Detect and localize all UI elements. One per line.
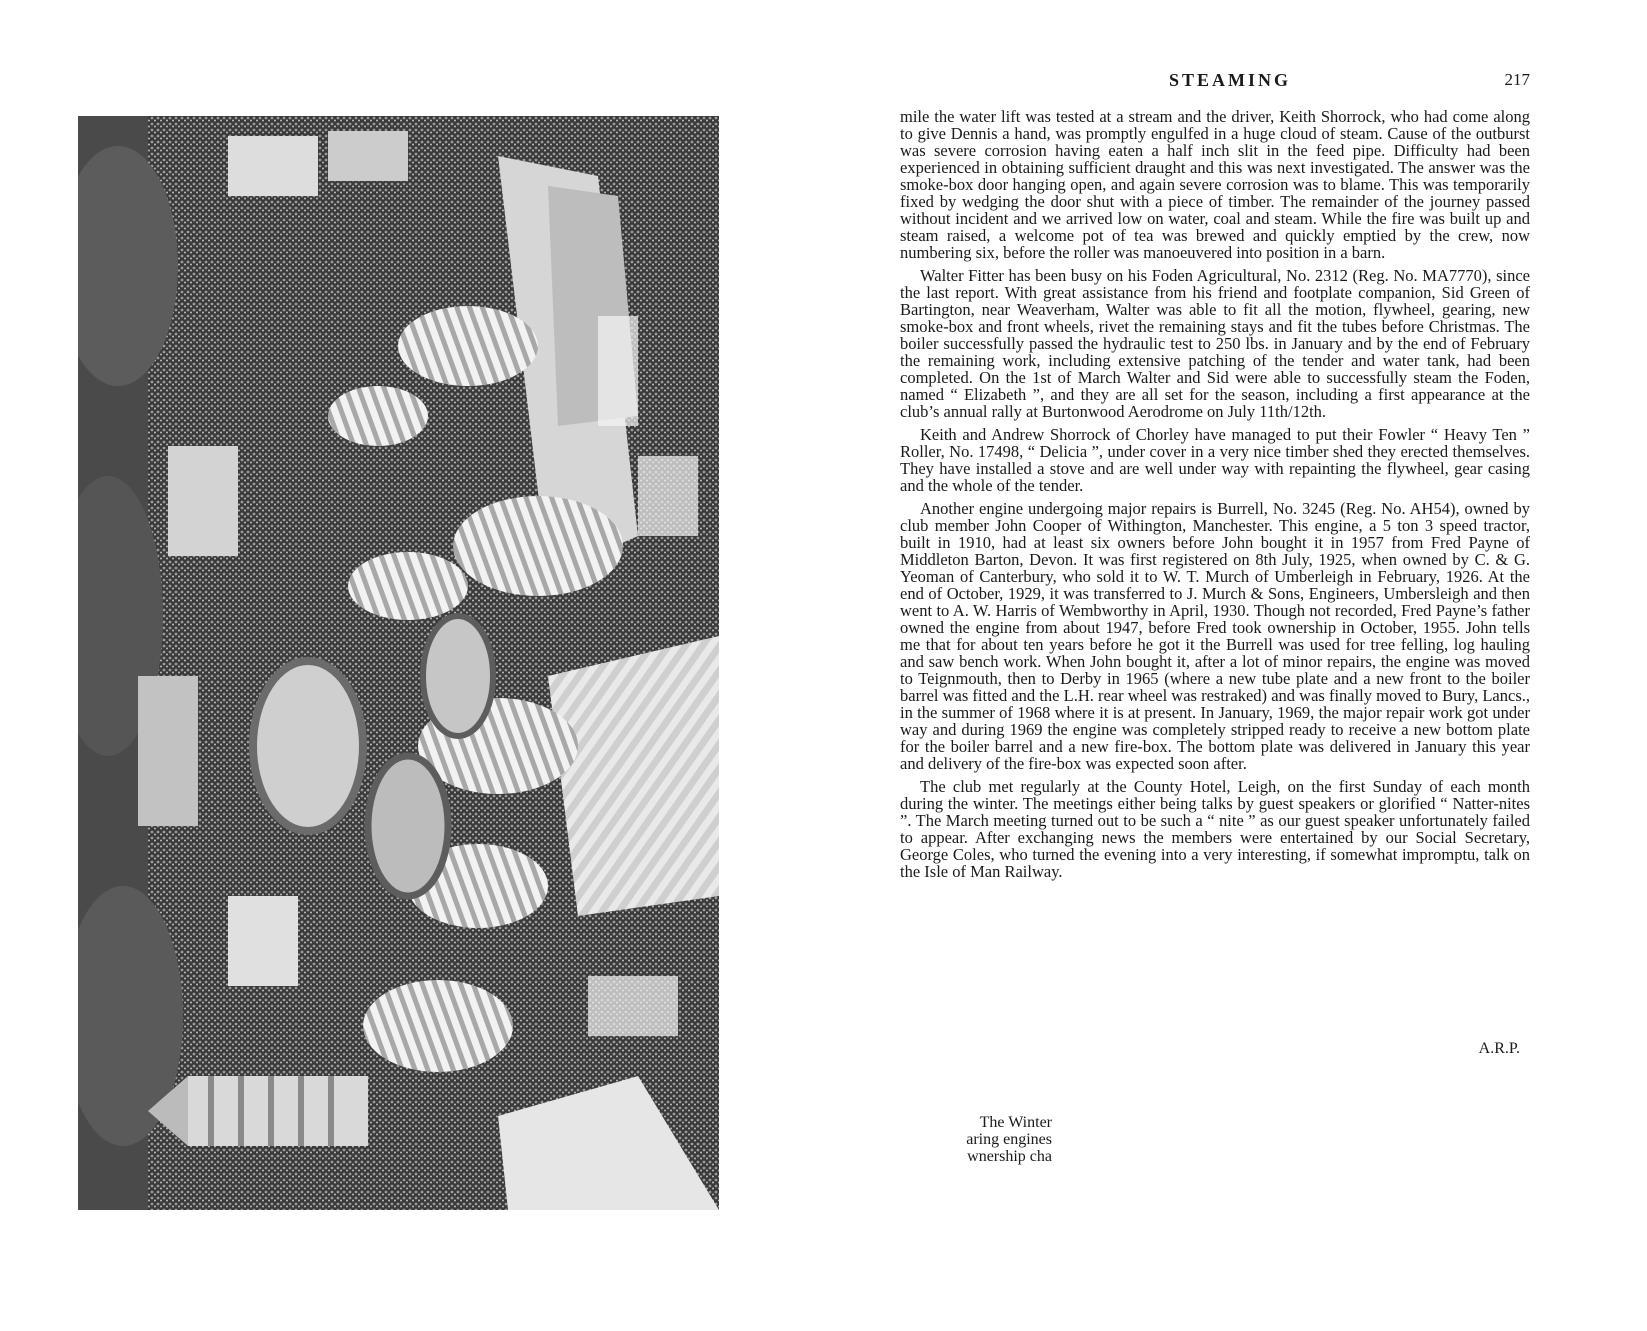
article-paragraph: Another engine undergoing major repairs is Burrell, No. 3245 (Reg. No. AH54), owned by club member John Cooper of Withington, Manchester. This engine, a 5 ton 3 speed tractor, built in 1910, had at least six owners before John bought it in 1957 from Fred Payne of Middleton Barton, Devon. It was first registered on 8th July, 1925, when owned by C. & G. Yeoman of Canterbury, who sold it to W. T. Murch of Umberleigh in February, 1926. At the end of October, 1929, it was transferred to J. Murch & Sons, Engineers, Umbersleigh and then went to A. W. Harris of Wembworthy in April, 1930. Though not recorded, Fred Payne’s father owned the engine from about 1947, before Fred took ownership in October, 1955. John tells me that for about ten years before he got it the Burrell was used for tree felling, log hauling and saw bench work. When John bought it, after a lot of minor repairs, the engine was moved to Teignmouth, then to Derby in 1965 (where a new tube plate and a new front to the boiler barrel was fitted and the L.H. rear wheel was restraked) and was finally moved to Bury, Lancs., in the summer of 1968 where it is at present. In January, 1969, the major repair work got under way and during 1969 the engine was completely stripped ready to receive a new bottom plate for the boiler barrel and a new fire-box. The bottom plate was delivered in January this year and delivery of the fire-box was expected soon after.	[900, 499, 1530, 773]
article-body	[900, 108, 1530, 886]
article-paragraph: Keith and Andrew Shorrock of Chorley have managed to put their Fowler “ Heavy Ten ” Roller, No. 17498, “ Delicia ”, under cover in a very nice timber shed they erected themselves. They have installed a stove and are well under way with repainting the flywheel, gear casing and the whole of the tender.	[900, 425, 1530, 495]
photo-caption-fragment	[912, 1114, 1052, 1165]
fairground-photo-icon	[78, 116, 719, 1210]
running-head: STEAMING	[1168, 70, 1291, 90]
caption-line: wnership cha	[967, 1148, 1052, 1165]
article-paragraph: Walter Fitter has been busy on his Foden Agricultural, No. 2312 (Reg. No. MA7770), since the last report. With great assistance from his friend and footplate companion, Sid Green of Bartington, near Weaverham, Walter was able to fit all the motion, flywheel, gearing, new smoke-box and front wheels, rivet the remaining stays and fit the tubes before Christmas. The boiler successfully passed the hydraulic test to 250 lbs. in January and by the end of February the remaining work, including extensive patching of the tender and water tank, had been completed. On the 1st of March Walter and Sid were able to successfully steam the Foden, named “ Elizabeth ”, and they are all set for the season, including a first appearance at the club’s annual rally at Burtonwood Aerodrome on July 11th/12th.	[900, 266, 1530, 421]
page-number: 217	[1504, 70, 1530, 89]
caption-line: The Winter	[979, 1114, 1052, 1131]
caption-line: aring engines	[966, 1131, 1052, 1148]
article-paragraph: mile the water lift was tested at a stream and the driver, Keith Shorrock, who had come along to give Dennis a hand, was promptly engulfed in a huge cloud of steam. Cause of the outburst was severe corrosion having eaten a half inch slit in the feed pipe. Difficulty had been experienced in obtaining sufficient draught and this was next investigated. The answer was the smoke-box door hanging open, and again severe corrosion was to blame. This was temporarily fixed by wedging the door shut with a piece of timber. The remainder of the journey passed without incident and we arrived low on water, coal and steam. While the fire was built up and steam raised, a welcome pot of tea was brewed and quickly emptied by the crew, now numbering six, before the roller was manoeuvered into position in a barn.	[900, 107, 1530, 262]
article-paragraph: The club met regularly at the County Hotel, Leigh, on the first Sunday of each month during the winter. The meetings either being talks by guest speakers or glorified “ Natter-nites ”. The March meeting turned out to be such a “ nite ” as our guest speaker unfortunately failed to appear. After exchanging news the members were entertained by our Social Secretary, George Coles, who turned the evening into a very interesting, if somewhat impromptu, talk on the Isle of Man Railway.	[900, 777, 1530, 881]
author-initials: A.R.P.	[1478, 1040, 1520, 1057]
